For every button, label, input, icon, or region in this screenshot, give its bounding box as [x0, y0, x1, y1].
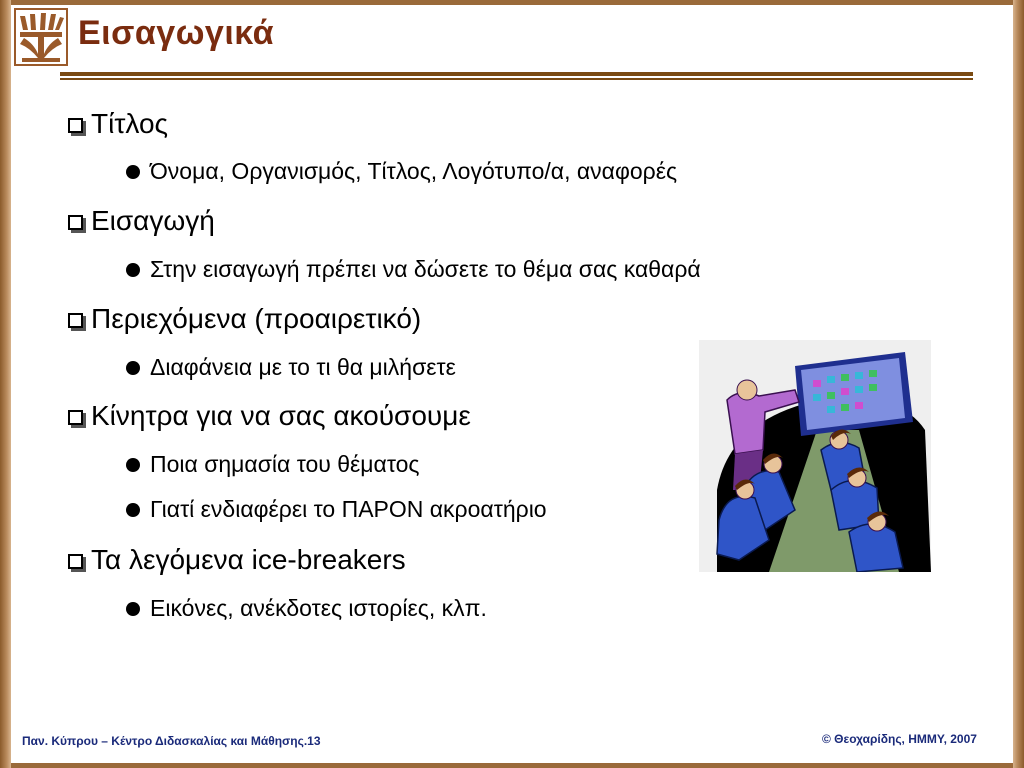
bullet-heading-introduction: Εισαγωγή	[68, 205, 215, 237]
footer-copyright: © Θεοχαρίδης, ΗΜΜΥ, 2007	[822, 732, 977, 746]
dot-bullet-icon	[126, 458, 140, 472]
slide-frame-right	[1013, 0, 1024, 768]
checkbox-bullet-icon	[68, 410, 83, 425]
bullet-item: Διαφάνεια με το τι θα μιλήσετε	[126, 354, 456, 381]
slide-title: Εισαγωγικά	[78, 14, 275, 52]
slide-frame-bottom	[0, 763, 1024, 768]
bullet-item: Στην εισαγωγή πρέπει να δώσετε το θέμα σας καθαρά	[126, 256, 701, 283]
bullet-item: Ποια σημασία του θέματος	[126, 451, 419, 478]
bullet-heading-motivation: Κίνητρα για να σας ακούσουμε	[68, 400, 471, 432]
checkbox-bullet-icon	[68, 313, 83, 328]
bullet-item: Γιατί ενδιαφέρει το ΠΑΡΟΝ ακροατήριο	[126, 496, 547, 523]
slide-frame-left	[0, 0, 11, 768]
meeting-presentation-clipart-icon	[699, 340, 931, 572]
checkbox-bullet-icon	[68, 118, 83, 133]
bullet-item: Όνομα, Οργανισμός, Τίτλος, Λογότυπο/α, αναφορές	[126, 158, 677, 185]
bullet-heading-icebreakers: Τα λεγόμενα ice-breakers	[68, 544, 406, 576]
university-logo-icon	[14, 8, 68, 66]
dot-bullet-icon	[126, 602, 140, 616]
checkbox-bullet-icon	[68, 554, 83, 569]
dot-bullet-icon	[126, 263, 140, 277]
footer-course-info: Παν. Κύπρου – Κέντρο Διδασκαλίας και Μάθησης.13	[22, 734, 321, 748]
slide-frame-top	[0, 0, 1024, 5]
dot-bullet-icon	[126, 361, 140, 375]
dot-bullet-icon	[126, 503, 140, 517]
bullet-heading-title: Τίτλος	[68, 108, 168, 140]
title-underline	[60, 72, 973, 76]
dot-bullet-icon	[126, 165, 140, 179]
checkbox-bullet-icon	[68, 215, 83, 230]
bullet-item: Εικόνες, ανέκδοτες ιστορίες, κλπ.	[126, 595, 487, 622]
bullet-heading-contents: Περιεχόμενα (προαιρετικό)	[68, 303, 421, 335]
title-underline-thin	[60, 78, 973, 80]
